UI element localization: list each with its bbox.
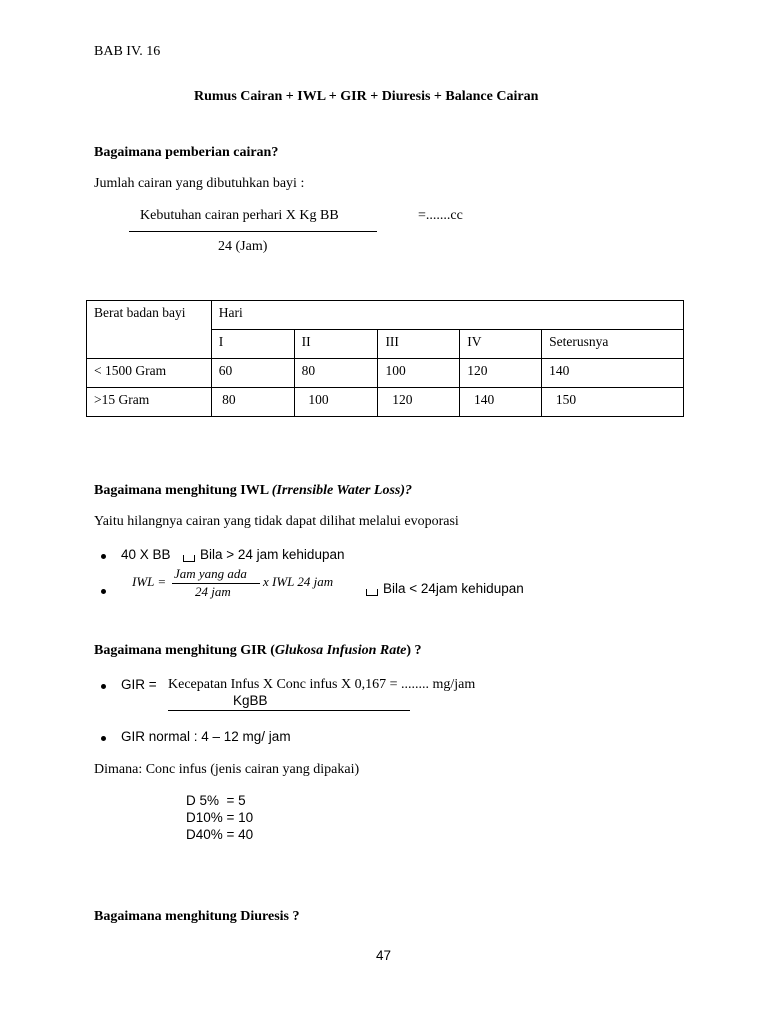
- conc-item: D40% = 40: [186, 827, 254, 842]
- fluid-formula-denominator: 24 (Jam): [218, 239, 268, 254]
- gir-normal: GIR normal : 4 – 12 mg/ jam: [121, 729, 291, 744]
- gir-formula-denominator: KgBB: [233, 693, 268, 708]
- iwl-question-italic: (Irrensible Water Loss)?: [271, 483, 413, 498]
- table-cell: 100: [294, 388, 378, 417]
- arrow-icon: [183, 555, 195, 562]
- chapter-header: BAB IV. 16: [94, 44, 161, 59]
- gir-fraction-line: [168, 710, 410, 711]
- table-day-cell: IV: [460, 330, 542, 359]
- conc-item: D 5% = 5: [186, 793, 246, 808]
- fluid-requirement-table: [86, 300, 684, 417]
- page-number: 47: [376, 948, 392, 963]
- gir-formula-main: Kecepatan Infus X Conc infus X 0,167 = ........ mg/jam: [168, 677, 476, 692]
- bullet-icon: [101, 554, 106, 559]
- bullet-icon: [101, 589, 106, 594]
- table-cell: 150: [542, 388, 684, 417]
- table-row: [87, 388, 684, 417]
- page-title: Rumus Cairan + IWL + GIR + Diuresis + Balance Cairan: [194, 89, 539, 104]
- table-day-cell: III: [378, 330, 460, 359]
- table-header-weight: Berat badan bayi: [87, 301, 212, 359]
- diuresis-question: Bagaimana menghitung Diuresis ?: [94, 909, 300, 924]
- gir-where: Dimana: Conc infus (jenis cairan yang dipakai): [94, 762, 360, 777]
- table-header-days: Hari: [211, 301, 683, 330]
- bullet-icon: [101, 736, 106, 741]
- iwl-eq-numerator: Jam yang ada: [174, 566, 247, 581]
- gir-question-italic: Glukosa Infusion Rate: [274, 643, 407, 658]
- table-row-label: < 1500 Gram: [87, 359, 212, 388]
- iwl-bullet2-condition: Bila < 24jam kehidupan: [383, 581, 524, 596]
- iwl-description: Yaitu hilangnya cairan yang tidak dapat dilihat melalui evoporasi: [94, 514, 459, 529]
- gir-question-prefix: Bagaimana menghitung GIR (: [94, 643, 275, 658]
- fluid-intro: Jumlah cairan yang dibutuhkan bayi :: [94, 176, 305, 191]
- iwl-eq-denominator: 24 jam: [195, 584, 231, 599]
- table-day-cell: Seterusnya: [542, 330, 684, 359]
- gir-question: [94, 643, 422, 659]
- table-row: [87, 359, 684, 388]
- iwl-bullet1-condition: Bila > 24 jam kehidupan: [200, 547, 345, 562]
- conc-item: D10% = 10: [186, 810, 254, 825]
- gir-formula-prefix: GIR =: [121, 677, 161, 692]
- iwl-question-prefix: Bagaimana menghitung IWL: [94, 483, 272, 498]
- table-cell: 140: [460, 388, 542, 417]
- table-cell: 100: [378, 359, 460, 388]
- iwl-question: [94, 483, 412, 499]
- table-row-label: >15 Gram: [87, 388, 212, 417]
- table-day-cell: I: [211, 330, 294, 359]
- iwl-eq-lhs: IWL =: [132, 574, 167, 589]
- bullet-icon: [101, 684, 106, 689]
- fluid-formula-numerator: Kebutuhan cairan perhari X Kg BB: [140, 208, 339, 223]
- table-day-cell: II: [294, 330, 378, 359]
- gir-question-suffix: ) ?: [406, 643, 422, 658]
- table-cell: 80: [294, 359, 378, 388]
- iwl-bullet1-text: 40 X BB: [121, 547, 171, 562]
- fluid-formula-result: =.......cc: [418, 208, 463, 223]
- table-row: [87, 301, 684, 330]
- fluid-question: Bagaimana pemberian cairan?: [94, 145, 279, 160]
- table-cell: 120: [378, 388, 460, 417]
- table-cell: 140: [542, 359, 684, 388]
- arrow-icon: [366, 589, 378, 596]
- table-cell: 120: [460, 359, 542, 388]
- fluid-fraction-line: [129, 231, 377, 232]
- table-cell: 80: [211, 388, 294, 417]
- table-cell: 60: [211, 359, 294, 388]
- iwl-eq-rhs: x IWL 24 jam: [263, 574, 334, 589]
